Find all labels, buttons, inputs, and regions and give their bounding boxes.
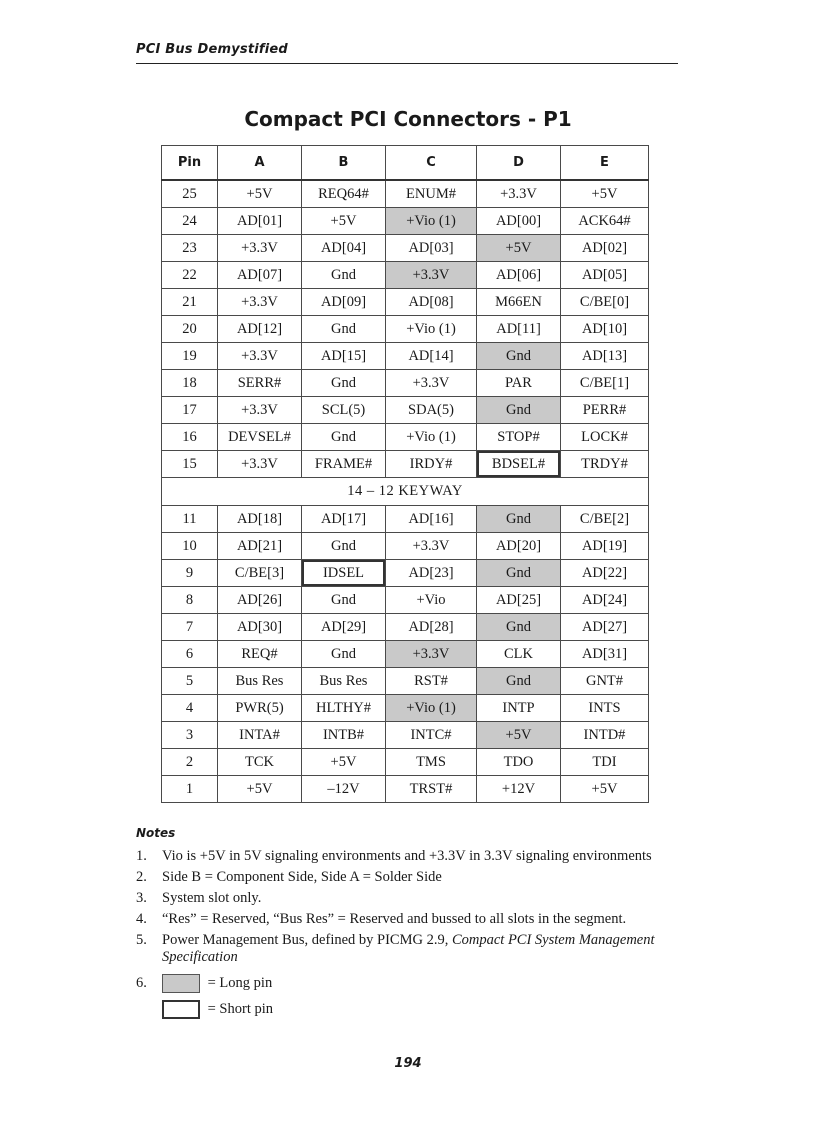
note-number: 2.: [136, 869, 147, 885]
cell-pin: 6: [162, 641, 218, 668]
header-d: D: [477, 146, 561, 181]
cell-pin: 25: [162, 180, 218, 208]
header-c: C: [386, 146, 477, 181]
cell-c: INTC#: [386, 722, 477, 749]
cell-a: INTA#: [218, 722, 302, 749]
cell-pin: 7: [162, 614, 218, 641]
cell-pin: 8: [162, 587, 218, 614]
cell-d: +12V: [477, 776, 561, 803]
table-row: [162, 289, 649, 316]
cell-a: AD[12]: [218, 316, 302, 343]
header-e: E: [561, 146, 649, 181]
cell-b: Gnd: [302, 424, 386, 451]
table-row: [162, 370, 649, 397]
cell-d: TDO: [477, 749, 561, 776]
cell-c: +3.3V: [386, 262, 477, 289]
cell-a: +5V: [218, 776, 302, 803]
table-row: [162, 533, 649, 560]
cell-d: AD[06]: [477, 262, 561, 289]
cell-pin: 22: [162, 262, 218, 289]
cell-b: Bus Res: [302, 668, 386, 695]
legend-long: [136, 970, 706, 996]
cell-pin: 5: [162, 668, 218, 695]
table-row: [162, 776, 649, 803]
note-text: “Res” = Reserved, “Bus Res” = Reserved and bussed to all slots in the segment.: [162, 911, 627, 927]
cell-b: REQ64#: [302, 180, 386, 208]
header-a: A: [218, 146, 302, 181]
table-row: [162, 180, 649, 208]
note-item: [136, 932, 706, 966]
table-row: [162, 722, 649, 749]
cell-pin: 19: [162, 343, 218, 370]
cell-pin: 18: [162, 370, 218, 397]
cell-c: AD[03]: [386, 235, 477, 262]
cell-b: FRAME#: [302, 451, 386, 478]
cell-b: +5V: [302, 749, 386, 776]
cell-a: AD[30]: [218, 614, 302, 641]
cell-a: +3.3V: [218, 397, 302, 424]
cell-pin: 1: [162, 776, 218, 803]
note-number: 6.: [136, 975, 147, 991]
cell-c: +Vio: [386, 587, 477, 614]
note-text: Side B = Component Side, Side A = Solder Side: [162, 869, 442, 885]
cell-c: +Vio (1): [386, 695, 477, 722]
note-text: System slot only.: [162, 890, 262, 906]
cell-e: AD[22]: [561, 560, 649, 587]
cell-c: IRDY#: [386, 451, 477, 478]
cell-e: +5V: [561, 180, 649, 208]
table-row: [162, 208, 649, 235]
cell-a: +3.3V: [218, 289, 302, 316]
cell-e: LOCK#: [561, 424, 649, 451]
note-number: 1.: [136, 848, 147, 864]
cell-d: +5V: [477, 722, 561, 749]
table-row: [162, 614, 649, 641]
cell-a: SERR#: [218, 370, 302, 397]
cell-e: ACK64#: [561, 208, 649, 235]
note-item: [136, 867, 706, 888]
cell-c: +3.3V: [386, 641, 477, 668]
cell-e: TRDY#: [561, 451, 649, 478]
cell-b: Gnd: [302, 262, 386, 289]
cell-pin: 16: [162, 424, 218, 451]
note-number: 4.: [136, 911, 147, 927]
cell-c: AD[23]: [386, 560, 477, 587]
cell-a: +3.3V: [218, 451, 302, 478]
cell-e: AD[24]: [561, 587, 649, 614]
table-row: [162, 343, 649, 370]
cell-b: AD[04]: [302, 235, 386, 262]
cell-pin: 21: [162, 289, 218, 316]
table-row: [162, 695, 649, 722]
table-row: [162, 587, 649, 614]
table-row: [162, 451, 649, 478]
cell-d: AD[20]: [477, 533, 561, 560]
cell-b: IDSEL: [302, 560, 386, 587]
cell-b: Gnd: [302, 316, 386, 343]
cell-d: Gnd: [477, 560, 561, 587]
cell-b: AD[15]: [302, 343, 386, 370]
cell-c: AD[14]: [386, 343, 477, 370]
cell-pin: 24: [162, 208, 218, 235]
cell-c: AD[16]: [386, 506, 477, 533]
short-pin-swatch: [162, 1000, 200, 1019]
cell-e: INTS: [561, 695, 649, 722]
cell-a: REQ#: [218, 641, 302, 668]
cell-pin: 3: [162, 722, 218, 749]
cell-e: AD[10]: [561, 316, 649, 343]
keyway-label: 14 – 12 KEYWAY: [162, 478, 649, 506]
cell-e: AD[02]: [561, 235, 649, 262]
cell-c: AD[08]: [386, 289, 477, 316]
long-pin-swatch: [162, 974, 200, 993]
cell-e: AD[19]: [561, 533, 649, 560]
cell-b: AD[09]: [302, 289, 386, 316]
note-item: [136, 888, 706, 909]
cell-d: AD[00]: [477, 208, 561, 235]
table-row: [162, 424, 649, 451]
cell-b: AD[29]: [302, 614, 386, 641]
cell-pin: 2: [162, 749, 218, 776]
cell-a: +3.3V: [218, 343, 302, 370]
page-number: 194: [394, 1056, 422, 1071]
note-text: Power Management Bus, defined by PICMG 2.9,: [162, 932, 449, 948]
cell-e: INTD#: [561, 722, 649, 749]
cell-a: AD[18]: [218, 506, 302, 533]
cell-d: Gnd: [477, 397, 561, 424]
cell-a: AD[01]: [218, 208, 302, 235]
table-row: [162, 397, 649, 424]
cell-pin: 9: [162, 560, 218, 587]
short-pin-label: = Short pin: [207, 1001, 274, 1017]
header-pin: Pin: [162, 146, 218, 181]
cell-a: DEVSEL#: [218, 424, 302, 451]
cell-b: +5V: [302, 208, 386, 235]
cell-a: AD[26]: [218, 587, 302, 614]
cell-pin: 23: [162, 235, 218, 262]
cell-c: RST#: [386, 668, 477, 695]
table-row: [162, 262, 649, 289]
cell-e: AD[13]: [561, 343, 649, 370]
legend-short: [136, 996, 706, 1022]
cell-c: TMS: [386, 749, 477, 776]
running-header: PCI Bus Demystified: [136, 42, 288, 57]
cell-b: Gnd: [302, 587, 386, 614]
cell-c: +3.3V: [386, 533, 477, 560]
cell-c: AD[28]: [386, 614, 477, 641]
cell-a: AD[21]: [218, 533, 302, 560]
cell-e: AD[05]: [561, 262, 649, 289]
cell-d: Gnd: [477, 343, 561, 370]
long-pin-label: = Long pin: [207, 975, 273, 991]
cell-d: +3.3V: [477, 180, 561, 208]
cell-a: +5V: [218, 180, 302, 208]
cell-a: Bus Res: [218, 668, 302, 695]
note-text: Vio is +5V in 5V signaling environments and +3.3V in 3.3V signaling environments: [162, 848, 652, 864]
cell-d: AD[25]: [477, 587, 561, 614]
header-rule: [136, 63, 678, 64]
cell-d: +5V: [477, 235, 561, 262]
cell-pin: 10: [162, 533, 218, 560]
cell-b: AD[17]: [302, 506, 386, 533]
table-row: [162, 641, 649, 668]
pinout-table: [161, 145, 649, 803]
cell-d: AD[11]: [477, 316, 561, 343]
cell-d: STOP#: [477, 424, 561, 451]
cell-d: M66EN: [477, 289, 561, 316]
cell-d: Gnd: [477, 614, 561, 641]
cell-d: Gnd: [477, 668, 561, 695]
cell-a: C/BE[3]: [218, 560, 302, 587]
cell-a: +3.3V: [218, 235, 302, 262]
table-row: [162, 749, 649, 776]
table-row: [162, 235, 649, 262]
cell-b: SCL(5): [302, 397, 386, 424]
cell-e: TDI: [561, 749, 649, 776]
cell-a: TCK: [218, 749, 302, 776]
table-row: [162, 560, 649, 587]
cell-pin: 20: [162, 316, 218, 343]
notes-title: Notes: [136, 826, 176, 840]
header-b: B: [302, 146, 386, 181]
cell-c: +Vio (1): [386, 208, 477, 235]
cell-d: Gnd: [477, 506, 561, 533]
cell-b: HLTHY#: [302, 695, 386, 722]
cell-a: PWR(5): [218, 695, 302, 722]
cell-pin: 4: [162, 695, 218, 722]
page-title: Compact PCI Connectors - P1: [244, 107, 572, 131]
cell-d: BDSEL#: [477, 451, 561, 478]
cell-e: PERR#: [561, 397, 649, 424]
notes-list: [136, 846, 706, 1022]
cell-c: +3.3V: [386, 370, 477, 397]
spec-title: Compact PCI System Management Specification: [162, 932, 655, 965]
keyway-row: [162, 478, 649, 506]
cell-e: AD[31]: [561, 641, 649, 668]
table-row: [162, 316, 649, 343]
cell-pin: 11: [162, 506, 218, 533]
cell-a: AD[07]: [218, 262, 302, 289]
cell-b: Gnd: [302, 641, 386, 668]
cell-c: +Vio (1): [386, 316, 477, 343]
table-row: [162, 668, 649, 695]
cell-c: ENUM#: [386, 180, 477, 208]
cell-e: AD[27]: [561, 614, 649, 641]
cell-e: C/BE[1]: [561, 370, 649, 397]
table-row: [162, 506, 649, 533]
note-item: [136, 909, 706, 930]
note-number: 3.: [136, 890, 147, 906]
cell-pin: 15: [162, 451, 218, 478]
cell-c: +Vio (1): [386, 424, 477, 451]
cell-d: CLK: [477, 641, 561, 668]
cell-e: C/BE[0]: [561, 289, 649, 316]
cell-b: INTB#: [302, 722, 386, 749]
table-header-row: [162, 146, 649, 181]
cell-e: C/BE[2]: [561, 506, 649, 533]
cell-c: SDA(5): [386, 397, 477, 424]
cell-b: –12V: [302, 776, 386, 803]
cell-c: TRST#: [386, 776, 477, 803]
cell-d: INTP: [477, 695, 561, 722]
cell-e: GNT#: [561, 668, 649, 695]
cell-b: Gnd: [302, 370, 386, 397]
cell-d: PAR: [477, 370, 561, 397]
note-number: 5.: [136, 932, 147, 948]
note-item: [136, 846, 706, 867]
cell-pin: 17: [162, 397, 218, 424]
cell-b: Gnd: [302, 533, 386, 560]
cell-e: +5V: [561, 776, 649, 803]
